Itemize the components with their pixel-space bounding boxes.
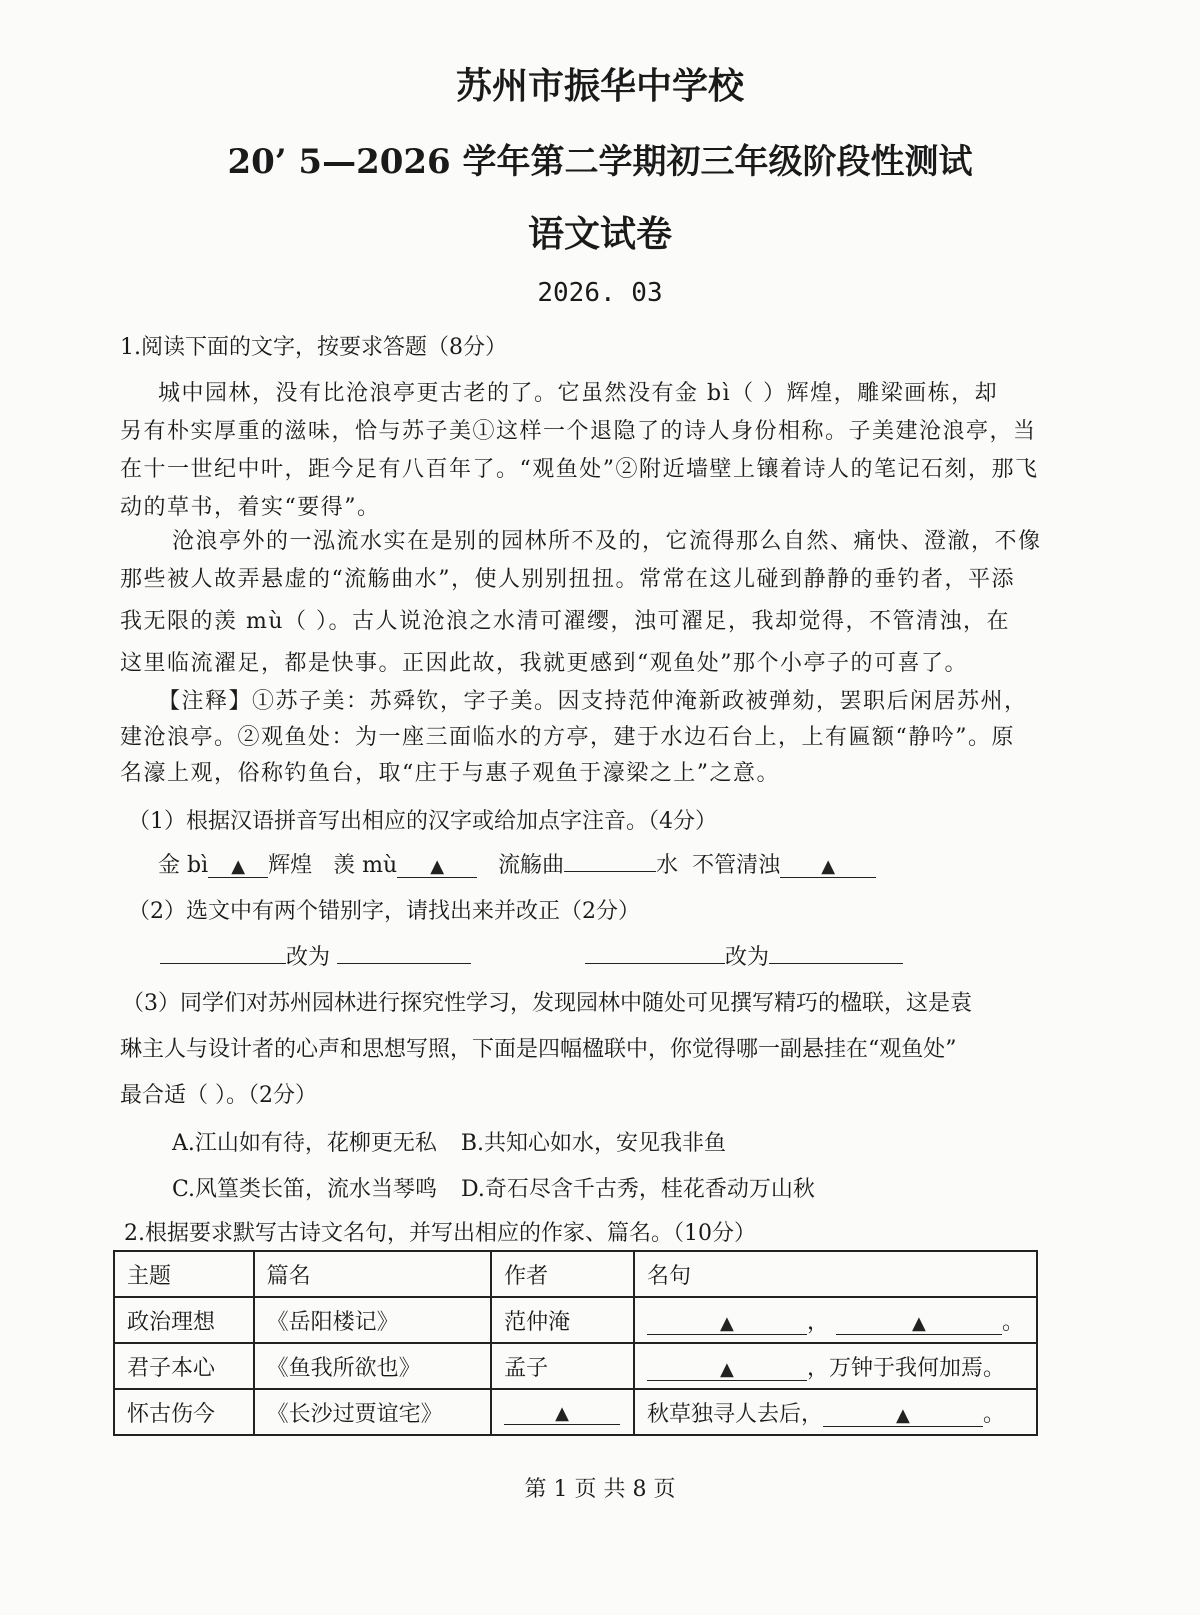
period: 。 (982, 1401, 1005, 1427)
q1-p2-line4: 这里临流濯足，都是快事。正因此故，我就更感到“观鱼处”那个小亭子的可喜了。 (120, 651, 968, 676)
subject-title: 语文试卷 (527, 213, 672, 255)
item-shui: 水 (656, 853, 679, 878)
q1-sub2-prompt: （2）选文中有两个错别字，请找出来并改正（2分） (128, 899, 640, 924)
item-xianmu: 羡 mù (333, 853, 398, 878)
triangle-icon: ▲ (720, 1312, 734, 1334)
blank-verse-3[interactable] (823, 1404, 983, 1427)
q1-note-line1: 【注释】①苏子美：苏舜钦，字子美。因支持范仲淹新政被弹劾，罢职后闲居苏州， (158, 689, 1028, 714)
cell-verse (634, 1297, 1037, 1343)
poem-table (113, 1250, 1038, 1436)
col-header-title: 篇名 (254, 1251, 491, 1297)
triangle-icon: ▲ (231, 856, 246, 877)
q1-p1-line2: 另有朴实厚重的滋味，恰与苏子美①这样一个退隐了的诗人身份相称。子美建沧浪亭，当 (120, 419, 1037, 444)
q1-p2-line2: 那些被人故弄悬虚的“流觞曲水”，使人别别扭扭。常常在这儿碰到静静的垂钓者，平添 (120, 567, 1015, 592)
q1-options-row1 (172, 1126, 726, 1157)
table-row (114, 1343, 1037, 1389)
verse-tail: ，万钟于我何加焉。 (806, 1355, 1005, 1381)
q1-p1-line1: 城中园林，没有比沧浪亭更古老的了。它虽然没有金 bì（ ）辉煌，雕梁画栋，却 (158, 381, 999, 406)
triangle-icon: ▲ (821, 856, 836, 877)
blank-correct-2[interactable] (769, 963, 903, 964)
blank-xianmu[interactable] (397, 855, 477, 878)
q1-p2-line3: 我无限的羡 mù（ ）。古人说沧浪之水清可濯缨，浊可濯足，我却觉得，不管清浊，在 (120, 609, 1011, 634)
blank-verse-1a[interactable] (647, 1312, 807, 1335)
col-header-verse: 名句 (634, 1251, 1037, 1297)
option-d[interactable]: D.奇石尽含千古秀，桂花香动万山秋 (461, 1177, 815, 1202)
table-row (114, 1389, 1037, 1435)
blank-liushangqu[interactable] (564, 871, 656, 872)
triangle-icon: ▲ (896, 1404, 910, 1426)
q1-sub3-line1: （3）同学们对苏州园林进行探究性学习，发现园林中随处可见撰写精巧的楹联，这是袁 (122, 991, 972, 1016)
cell-theme: 怀古伤今 (114, 1389, 254, 1435)
q1-sub1-prompt: （1）根据汉语拼音写出相应的汉字或给加点字注音。（4分） (128, 809, 717, 834)
option-c[interactable]: C.风篁类长笛，流水当琴鸣 (172, 1177, 438, 1202)
blank-wrong-1[interactable] (160, 963, 286, 964)
exam-date: 2026. 03 (537, 278, 663, 308)
period: 。 (1001, 1309, 1024, 1335)
q1-p2-line1: 沧浪亭外的一泓流水实在是别的园林所不及的，它流得那么自然、痛快、澄澈，不像 (172, 529, 1042, 554)
item-jinbi: 金 bì (158, 853, 209, 878)
option-a[interactable]: A.江山如有待，花柳更无私 (172, 1131, 437, 1156)
triangle-icon: ▲ (720, 1358, 734, 1380)
blank-wrong-2[interactable] (585, 963, 725, 964)
q1-note-line3: 名濠上观，俗称钓鱼台，取“庄于与惠子观鱼于濠梁之上”之意。 (120, 761, 780, 786)
change-label-2: 改为 (725, 945, 770, 970)
q2-heading: 2.根据要求默写古诗文名句，并写出相应的作家、篇名。（10分） (124, 1221, 756, 1246)
q1-sub3-line3: 最合适（ ）。（2分） (120, 1083, 317, 1108)
q1-heading: 1.阅读下面的文字，按要求答题（8分） (120, 335, 507, 360)
item-liushangqu: 流觞曲 (498, 853, 565, 878)
cell-title: 《岳阳楼记》 (254, 1297, 491, 1343)
triangle-icon: ▲ (912, 1312, 926, 1334)
cell-verse (634, 1343, 1037, 1389)
blank-jinbi[interactable] (208, 855, 268, 878)
term-title: 20’ 5—2026 学年第二学期初三年级阶段性测试 (227, 142, 973, 182)
cell-title: 《鱼我所欲也》 (254, 1343, 491, 1389)
cell-author: 孟子 (491, 1343, 634, 1389)
triangle-icon: ▲ (430, 856, 445, 877)
col-header-author: 作者 (491, 1251, 634, 1297)
table-header-row (114, 1251, 1037, 1297)
change-label-1: 改为 (286, 945, 331, 970)
cell-theme: 君子本心 (114, 1343, 254, 1389)
q1-p1-line3: 在十一世纪中叶，距今足有八百年了。“观鱼处”②附近墙壁上镶着诗人的笔记石刻，那飞 (120, 457, 1039, 482)
blank-qingzhuo[interactable] (780, 855, 876, 878)
q1-sub3-line2: 琳主人与设计者的心声和思想写照，下面是四幅楹联中，你觉得哪一副悬挂在“观鱼处” (120, 1037, 957, 1062)
item-huihuang: 辉煌 (268, 853, 313, 878)
q1-sub2-blanks (160, 940, 903, 971)
verse-head: 秋草独寻人去后， (646, 1401, 823, 1427)
q1-options-row2 (172, 1172, 815, 1203)
cell-title: 《长沙过贾谊宅》 (254, 1389, 491, 1435)
cell-author (491, 1389, 634, 1435)
cell-author: 范仲淹 (491, 1297, 634, 1343)
blank-correct-1[interactable] (337, 963, 471, 964)
blank-verse-2[interactable] (647, 1358, 807, 1381)
col-header-theme: 主题 (114, 1251, 254, 1297)
cell-verse (634, 1389, 1037, 1435)
blank-verse-1b[interactable] (836, 1312, 1002, 1335)
page-footer: 第 1 页 共 8 页 (524, 1477, 676, 1502)
school-title: 苏州市振华中学校 (455, 65, 744, 107)
triangle-icon: ▲ (555, 1402, 569, 1424)
item-buguanqingzhuo: 不管清浊 (692, 853, 781, 878)
q1-sub1-blanks (158, 848, 876, 879)
cell-theme: 政治理想 (114, 1297, 254, 1343)
blank-author-3[interactable] (504, 1402, 620, 1425)
table-row (114, 1297, 1037, 1343)
q1-p1-line4: 动的草书，着实“要得”。 (120, 495, 381, 520)
q1-note-line2: 建沧浪亭。②观鱼处：为一座三面临水的方亭，建于水边石台上，上有匾额“静吟”。原 (120, 725, 1015, 750)
option-b[interactable]: B.共知心如水，安见我非鱼 (460, 1131, 727, 1156)
comma: ， (806, 1309, 829, 1335)
